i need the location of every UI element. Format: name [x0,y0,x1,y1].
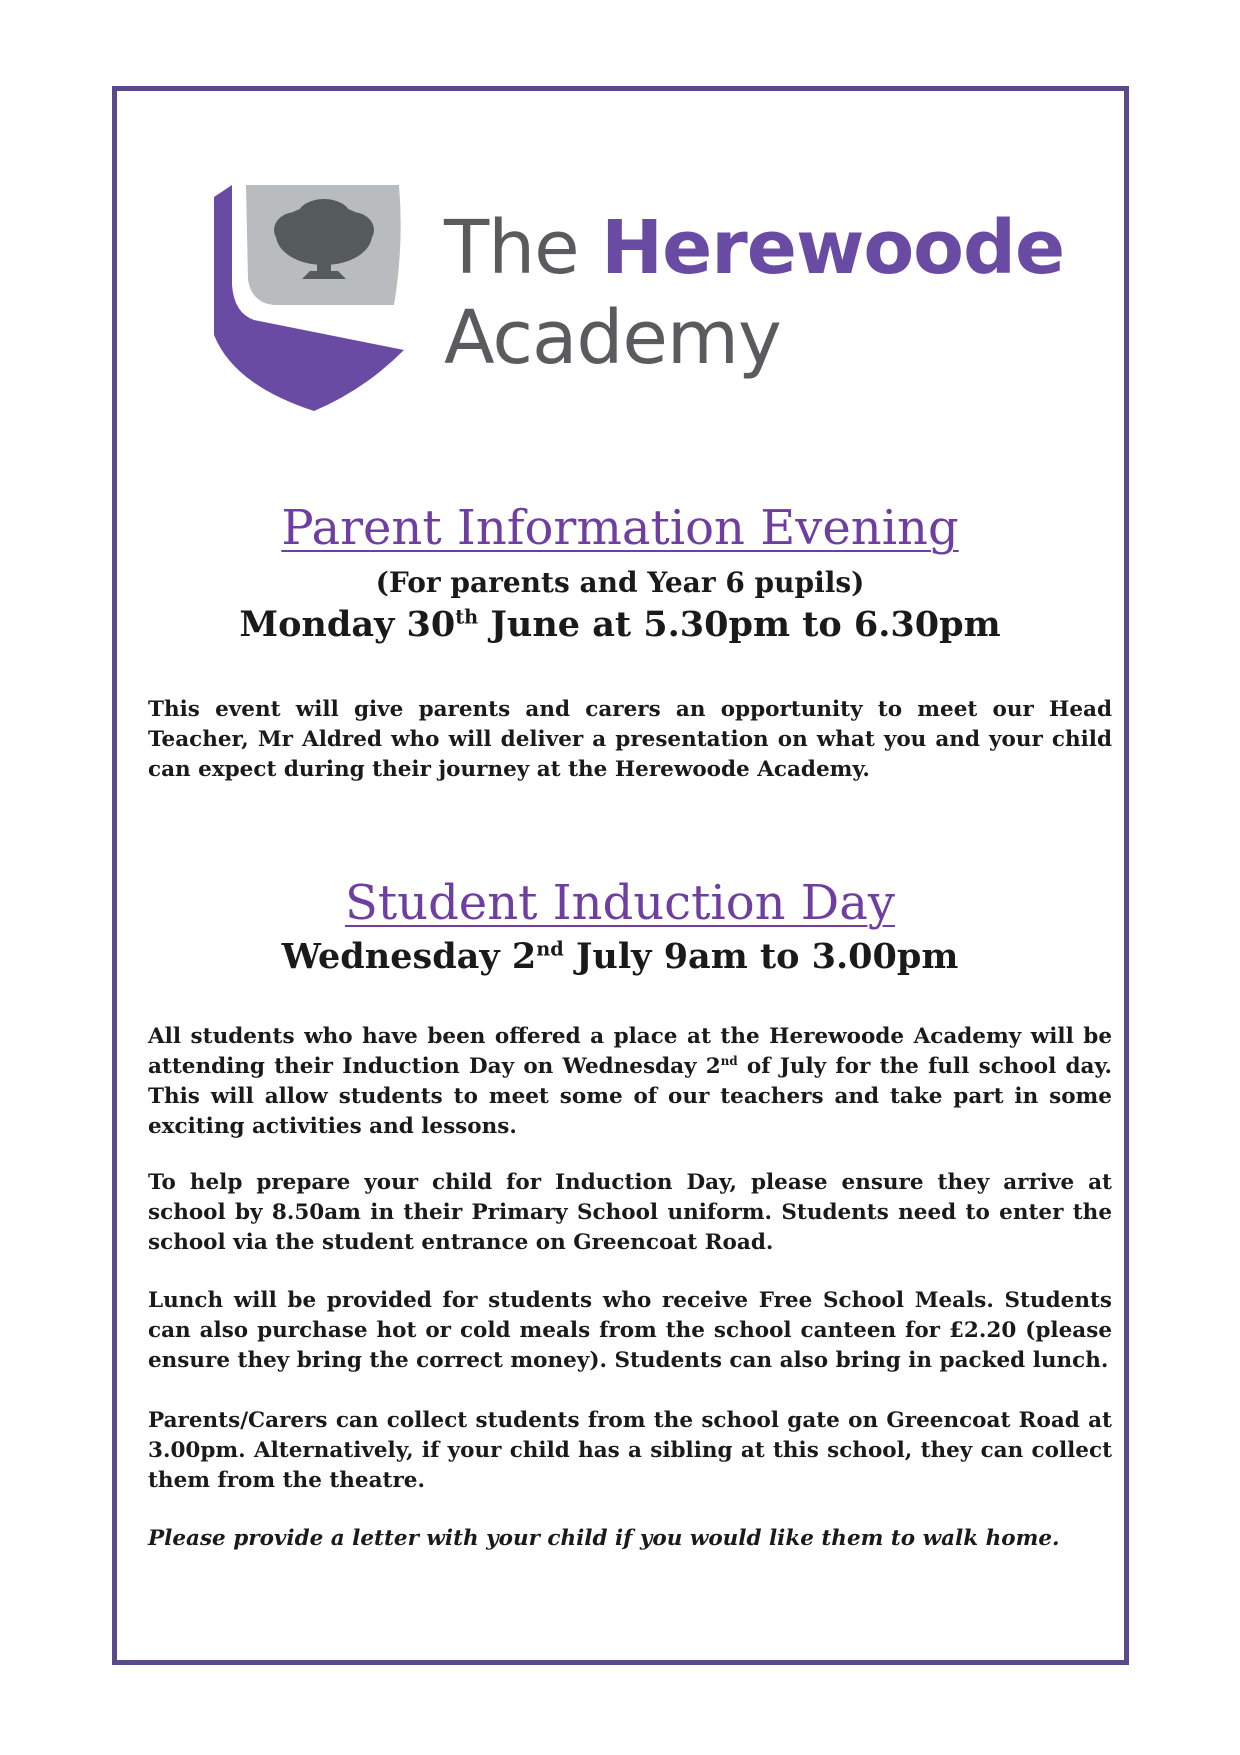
section1-date: Monday 30th June at 5.30pm to 6.30pm [239,604,1001,645]
school-logo [214,185,1064,415]
logo-wordmark-line1 [444,205,1064,291]
section2-paragraph-3: Lunch will be provided for students who receive Free School Meals. Students can also purchase hot or cold meals from the school canteen for £2.20 (please ensure they bring the correct money). Students can also bring in packed lunch. [148,1288,1112,1373]
logo-brand: Herewoode [601,205,1065,291]
section2-paragraph-5: Please provide a letter with your child if you would like them to walk home. [148,1526,1060,1551]
tree-shield-logo-icon [214,185,424,415]
logo-the: The [444,205,579,291]
section2-paragraph-2: To help prepare your child for Induction Day, please ensure they arrive at school by 8.50am in their Primary School uniform. Students need to enter the school via the student entrance on Greencoat Road. [148,1170,1112,1255]
section2-paragraph-4: Parents/Carers can collect students from the school gate on Greencoat Road at 3.00pm. Alternatively, if your child has a sibling at this school, they can collect them from the theatre. [148,1408,1112,1493]
section1-paragraph: This event will give parents and carers an opportunity to meet our Head Teacher, Mr Aldred who will deliver a presentation on what you and your child can expect during their journey at the Herewoode Academy. [148,697,1112,782]
section2-paragraph-1: All students who have been offered a place at the Herewoode Academy will be attending their Induction Day on Wednesday 2nd of July for the full school day. This will allow students to meet some of our teachers and take part in some exciting activities and lessons. [148,1024,1112,1139]
logo-wordmark-line2: Academy [444,295,781,381]
section1-title: Parent Information Evening [281,500,959,556]
section1-subtitle: (For parents and Year 6 pupils) [375,566,865,599]
section2-title: Student Induction Day [344,875,895,931]
section2-date: Wednesday 2nd July 9am to 3.00pm [281,936,959,977]
